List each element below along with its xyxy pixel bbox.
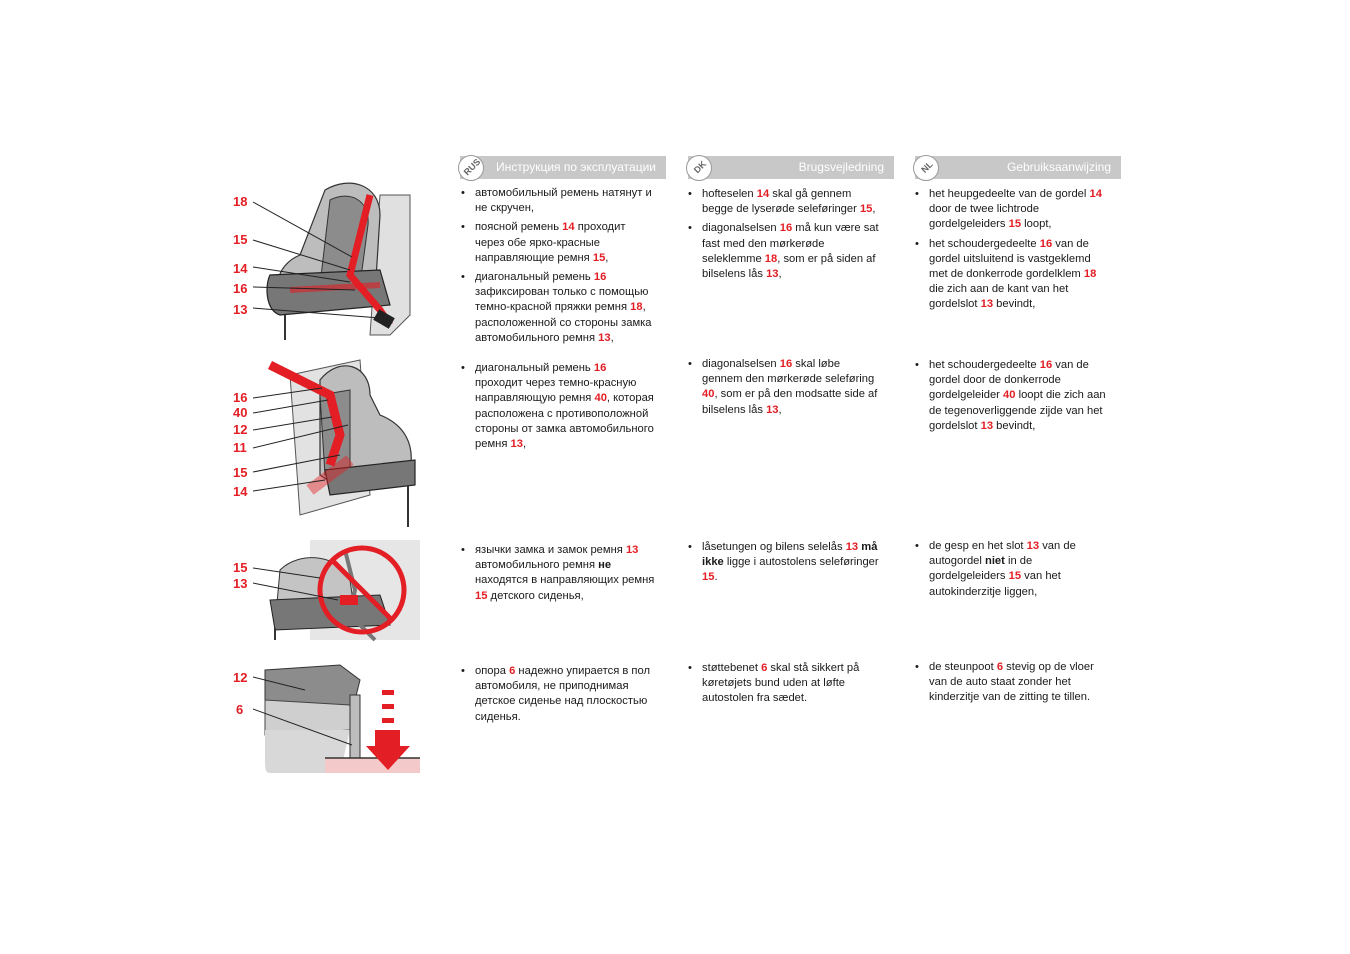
figure-diagonal-belt-guide xyxy=(230,355,420,530)
list-item: • diagonalselsen 16 må kun være sat fast med den mørkerøde seleklemme 18, som er på siden af bilselens lås 13, xyxy=(686,221,882,282)
header-rus xyxy=(460,156,666,179)
language-badge-nl: NL xyxy=(913,155,939,181)
callout-6: 6 xyxy=(236,702,244,717)
list-item: • het schoudergedeelte 16 van de gordel uitsluitend is vastgeklemd met de donkerrode gordelklem 18 die zich aan de kant van het gordelslot 13 bevindt, xyxy=(913,237,1109,313)
list-item: • de steunpoot 6 stevig op de vloer van de auto staat zonder het kinderzitje van de zitting te tillen. xyxy=(913,660,1109,706)
header-title-rus: Инструкция по эксплуатации xyxy=(495,160,656,174)
list-item: • поясной ремень 14 проходит через обе ярко-красные направляющие ремня 15, xyxy=(459,220,655,266)
list-item: • автомобильный ремень натянут и не скручен, xyxy=(459,186,655,216)
language-badge-dk: DK xyxy=(686,155,712,181)
list-item: • диагональный ремень 16 зафиксирован только с помощью темно-красной пряжки ремня 18, расположенной со стороны замка автомобильного ремня 13, xyxy=(459,270,655,346)
list-item: • støttebenet 6 skal stå sikkert på køretøjets bund uden at løfte autostolen fra sædet. xyxy=(686,661,882,707)
callout-12: 12 xyxy=(233,422,248,437)
callout-15c: 15 xyxy=(233,560,248,575)
list-item: • diagonalselsen 16 skal løbe gennem den mørkerøde seleføring 40, som er på den modsatte side af bilselens lås 13, xyxy=(686,357,882,418)
nl-section-1 xyxy=(913,187,1109,317)
dk-section-2 xyxy=(686,357,882,422)
callout-16: 16 xyxy=(233,281,248,296)
list-item: • опора 6 надежно упирается в пол автомобиля, не приподнимая детское сиденье над плоскостью сиденья. xyxy=(459,664,655,725)
rus-section-1 xyxy=(459,186,655,350)
nl-section-4 xyxy=(913,660,1109,710)
callout-15: 15 xyxy=(233,232,248,247)
list-item: • het heupgedeelte van de gordel 14 door de twee lichtrode gordelgeleiders 15 loopt, xyxy=(913,187,1109,233)
callout-15b: 15 xyxy=(233,465,248,480)
nl-section-2 xyxy=(913,358,1109,438)
header-nl xyxy=(915,156,1121,179)
callout-14: 14 xyxy=(233,261,248,276)
list-item: • de gesp en het slot 13 van de autogordel niet in de gordelgeleiders 15 van het autokinderzitje liggen, xyxy=(913,539,1109,600)
list-item: • het schoudergedeelte 16 van de gordel door de donkerrode gordelgeleider 40 loopt die zich aan de tegenoverliggende zijde van het gordelslot 13 bevindt, xyxy=(913,358,1109,434)
list-item: • язычки замка и замок ремня 13 автомобильного ремня не находятся в направляющих ремня 15 детского сиденья, xyxy=(459,543,655,604)
callout-11: 11 xyxy=(233,440,247,455)
callout-13c: 13 xyxy=(233,576,248,591)
dk-section-4 xyxy=(686,661,882,711)
dk-section-1 xyxy=(686,187,882,286)
callout-14b: 14 xyxy=(233,484,248,499)
rus-section-3 xyxy=(459,543,655,608)
list-item: • диагональный ремень 16 проходит через темно-красную направляющую ремня 40, которая расположена с противоположной стороны от замка автомобильного ремня 13, xyxy=(459,361,655,452)
callout-18: 18 xyxy=(233,194,248,209)
language-badge-rus: RUS xyxy=(458,155,484,181)
figure-buckle-not-in-guide xyxy=(230,540,420,640)
nl-section-3 xyxy=(913,539,1109,604)
list-item: • hofteselen 14 skal gå gennem begge de lyserøde seleføringer 15, xyxy=(686,187,882,217)
callout-16b: 16 xyxy=(233,390,248,405)
callout-13: 13 xyxy=(233,302,248,317)
callout-40: 40 xyxy=(233,405,248,420)
header-title-dk: Brugsvejledning xyxy=(798,160,884,174)
figure-seat-belt-routing xyxy=(230,175,420,340)
header-dk xyxy=(688,156,894,179)
rus-section-4 xyxy=(459,664,655,729)
callout-12d: 12 xyxy=(233,670,248,685)
rus-section-2 xyxy=(459,361,655,456)
dk-section-3 xyxy=(686,540,882,590)
figure-support-leg xyxy=(230,660,420,778)
list-item: • låsetungen og bilens selelås 13 må ikke ligge i autostolens seleføringer 15. xyxy=(686,540,882,586)
header-title-nl: Gebruiksaanwijzing xyxy=(1006,160,1111,174)
